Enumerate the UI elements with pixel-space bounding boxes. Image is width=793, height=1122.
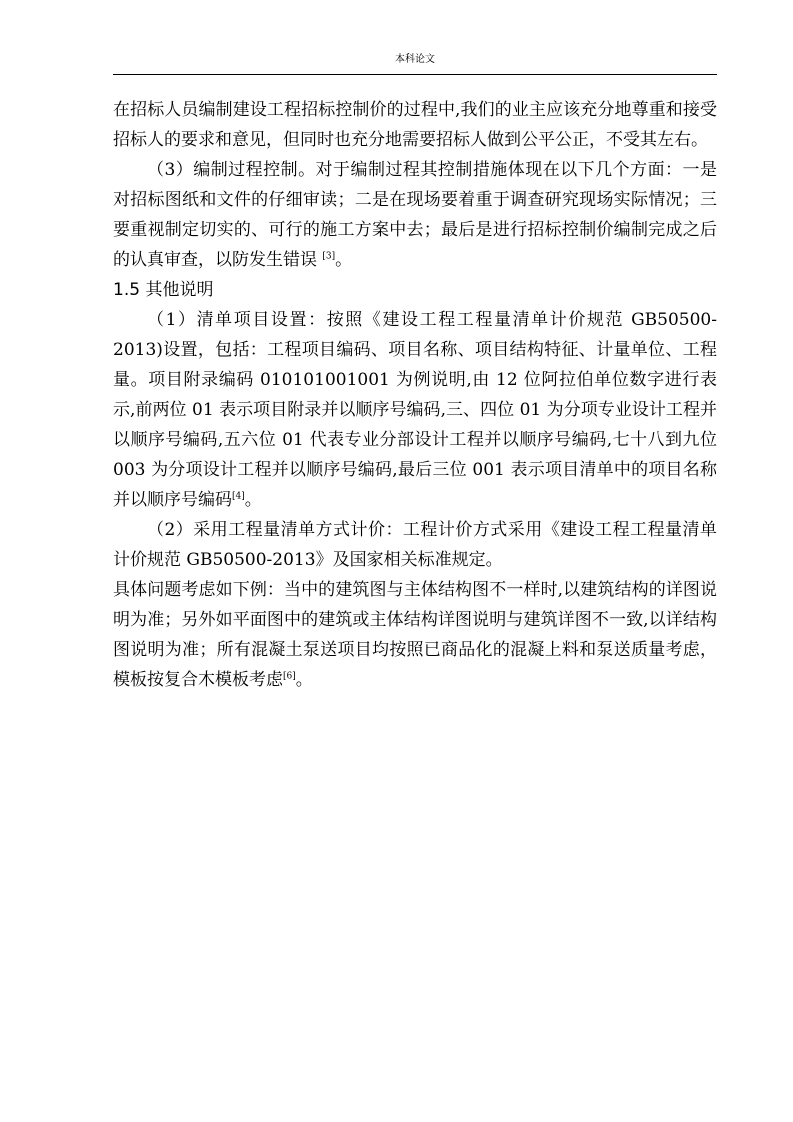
paragraph-item-setup xyxy=(113,305,717,515)
paragraph-text: 具体问题考虑如下例：当中的建筑图与主体结构图不一样时,以建筑结构的详图说明为准；另外如平面图中的建筑或主体结构详图说明与建筑详图不一致,以详结构图说明为准；所有混凝土泵送项目均按照已商品化的混凝上料和泵送质量考虑，模板按复合木模板考虑 xyxy=(113,580,717,690)
citation-ref: [6] xyxy=(283,671,296,682)
paragraph-process-control xyxy=(113,155,717,275)
section-heading: 1.5 其他说明 xyxy=(113,280,214,300)
header-divider xyxy=(113,74,717,75)
paragraph-end: 。 xyxy=(244,490,262,510)
paragraph-specific-issues xyxy=(113,575,717,695)
header-title: 本科论文 xyxy=(395,54,435,65)
citation-ref: [4] xyxy=(232,491,245,502)
paragraph-text: （3）编制过程控制。对于编制过程其控制措施体现在以下几个方面：一是对招标图纸和文件的仔细审读；二是在现场要着重于调查研究现场实际情况；三要重视制定切实的、可行的施工方案中去；最后是进行招标控制价编制完成之后的认真审查，以防发生错误 xyxy=(113,160,717,270)
paragraph-text: （1）清单项目设置：按照《建设工程工程量清单计价规范 GB50500-2013)设置，包括：工程项目编码、项目名称、项目结构特征、计量单位、工程量。项目附录编码 010101001001 为例说明,由 12 位阿拉伯单位数字进行表示,前两位 01 表示项目附录并以顺序号编码,三、四位 01 为分项专业设计工程并以顺序号编码,五六位 01 代表专业分部设计工程并以顺序号编码,七十八到九位 003 为分项设计工程并以顺序号编码,最后三位 001 表示项目清单中的项目名称并以顺序号编码 xyxy=(113,310,717,510)
citation-ref: [3] xyxy=(322,251,336,262)
document-body xyxy=(113,95,717,695)
paragraph-end: 。 xyxy=(295,670,313,690)
paragraph-bidder-fairness xyxy=(113,95,717,155)
page-header xyxy=(113,54,717,72)
paragraph-text: 在招标人员编制建设工程招标控制价的过程中,我们的业主应该充分地尊重和接受招标人的要求和意见，但同时也充分地需要招标人做到公平公正，不受其左右。 xyxy=(113,100,717,150)
paragraph-text: （2）采用工程量清单方式计价：工程计价方式采用《建设工程工程量清单计价规范 GB50500-2013》及国家相关标准规定。 xyxy=(113,520,717,570)
paragraph-end: 。 xyxy=(335,250,353,270)
paragraph-pricing-method xyxy=(113,515,717,575)
